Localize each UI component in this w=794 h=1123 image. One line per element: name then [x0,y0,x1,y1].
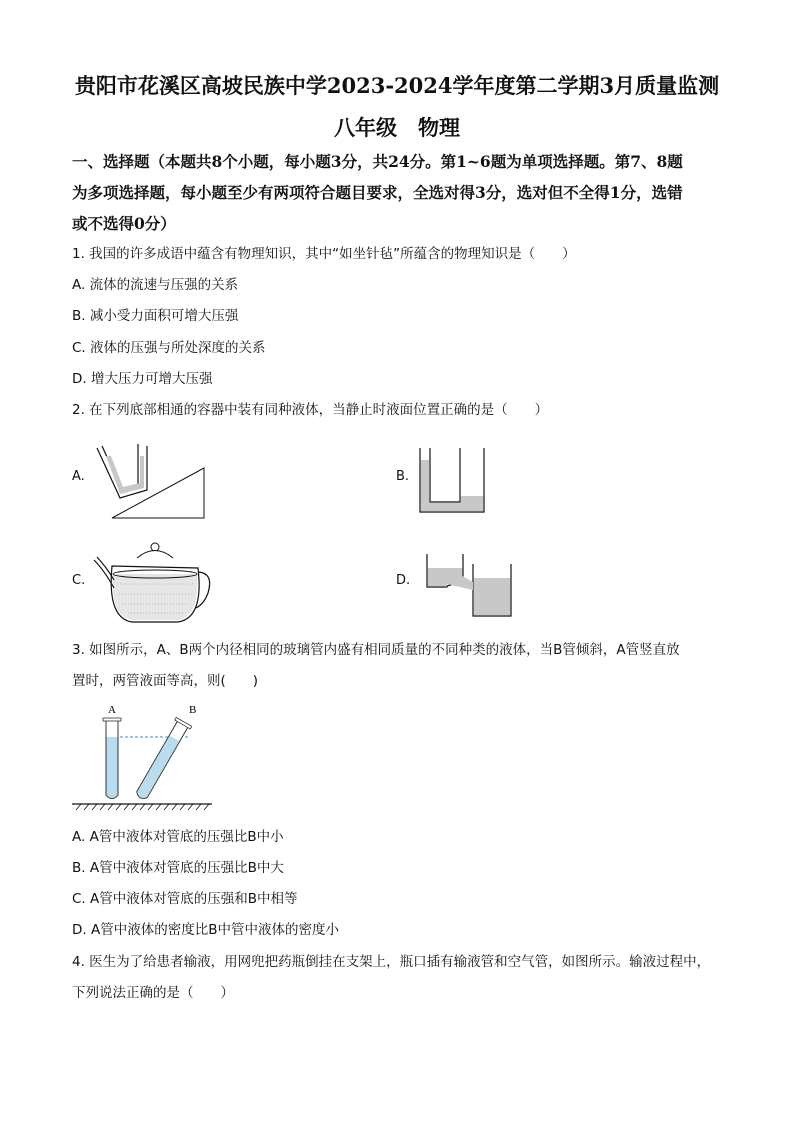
exam-subtitle: 八年级 物理 [334,115,460,140]
q3-option-c[interactable]: C. A管中液体对管底的压强和B中相等 [72,891,298,907]
q2-stem: 2. 在下列底部相通的容器中装有同种液体，当静止时液面位置正确的是（ ） [72,402,549,418]
q2-figure-d [425,552,515,620]
section-heading-line: 一、选择题（本题共8个小题，每小题3分，共24分。第1~6题为单项选择题。第7、8题 [72,152,683,171]
q3-figure-tubes [72,700,217,815]
q1-option-d[interactable]: D. 增大压力可增大压强 [72,371,213,387]
section-heading-line: 为多项选择题，每小题至少有两项符合题目要求，全选对得3分，选对但不全得1分，选错 [72,183,683,202]
q1-option-b[interactable]: B. 减小受力面积可增大压强 [72,308,239,324]
q2-figure-a [92,440,217,525]
q3-option-b[interactable]: B. A管中液体对管底的压强比B中大 [72,860,284,876]
q4-stem-line: 下列说法正确的是（ ） [72,985,234,1001]
q2-option-a-label[interactable]: A. [72,469,85,484]
q4-stem-line: 4. 医生为了给患者输液，用网兜把药瓶倒挂在支架上，瓶口插有输液管和空气管，如图所示。输液过程中， [72,954,711,970]
q3-stem-line: 3. 如图所示，A、B两个内径相同的玻璃管内盛有相同质量的不同种类的液体，当B管倾斜，A管竖直放 [72,642,680,658]
q2-figure-b [418,446,488,516]
q3-option-d[interactable]: D. A管中液体的密度比B中管中液体的密度小 [72,922,339,938]
q2-figure-c-teapot [92,538,212,628]
q3-label-b: B [189,704,197,716]
q2-option-b-label[interactable]: B. [396,469,410,484]
q1-stem: 1. 我国的许多成语中蕴含有物理知识，其中“如坐针毡”所蕴含的物理知识是（ ） [72,246,576,262]
q3-option-a[interactable]: A. A管中液体对管底的压强比B中小 [72,829,284,845]
q3-label-a: A [108,704,116,716]
q2-option-d-label[interactable]: D. [396,573,411,588]
q1-option-a[interactable]: A. 流体的流速与压强的关系 [72,277,239,293]
q3-stem-line: 置时，两管液面等高，则( ) [72,673,259,689]
q1-option-c[interactable]: C. 液体的压强与所处深度的关系 [72,340,266,356]
section-heading-line: 或不选得0分） [72,214,176,233]
q2-option-c-label[interactable]: C. [72,573,86,588]
exam-title: 贵阳市花溪区高坡民族中学2023-2024学年度第二学期3月质量监测 [74,73,720,98]
section-heading [72,146,736,239]
